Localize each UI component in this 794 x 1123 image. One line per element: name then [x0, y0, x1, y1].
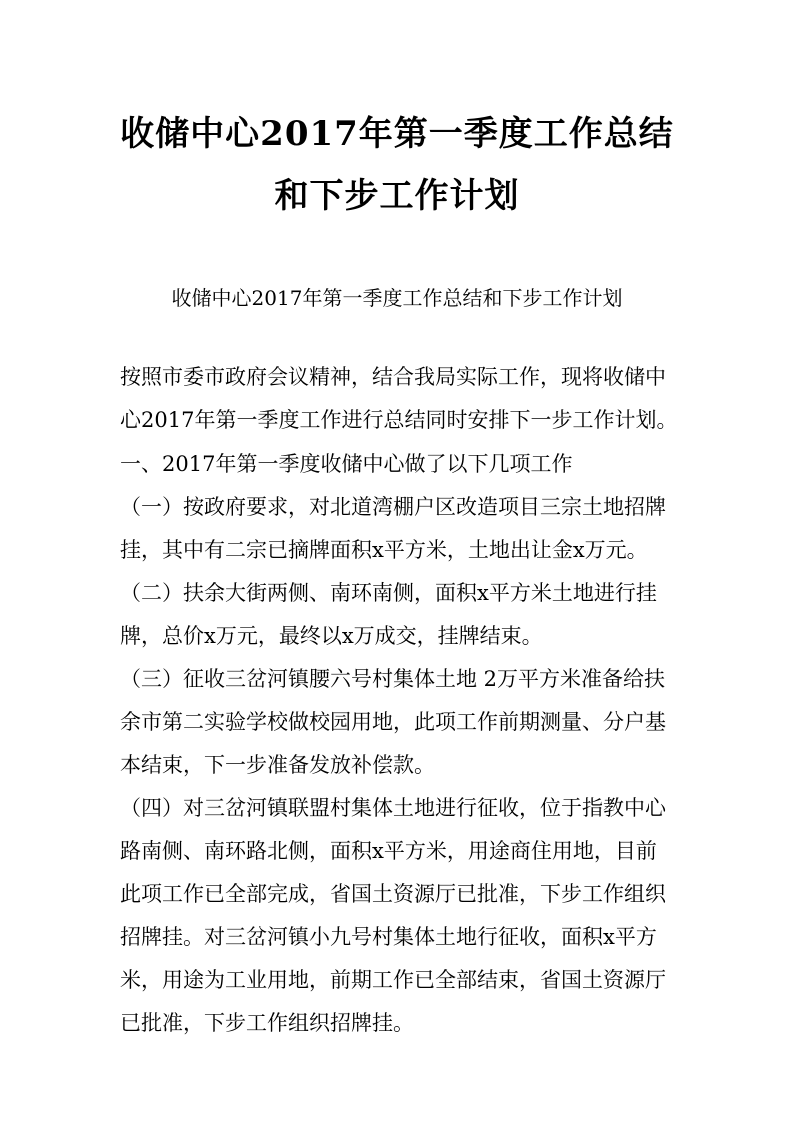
body-line: 此项工作已全部完成，省国土资源厅已批准，下步工作组织: [120, 882, 666, 906]
body-line: 心2017年第一季度工作进行总结同时安排下一步工作计划。: [120, 408, 678, 432]
body-line: 本结束，下一步准备发放补偿款。: [120, 753, 435, 777]
body-line: 挂，其中有二宗已摘牌面积x平方米，土地出让金x万元。: [120, 538, 648, 562]
section-heading: 一、2017年第一季度收储中心做了以下几项工作: [120, 452, 573, 476]
body-line: 招牌挂。对三岔河镇小九号村集体土地行征收，面积x平方: [120, 925, 657, 949]
body-line: （三）征收三岔河镇腰六号村集体土地 2万平方米准备给扶: [120, 667, 666, 691]
body-line: （四）对三岔河镇联盟村集体土地进行征收，位于指教中心: [120, 796, 666, 820]
document-subtitle: 收储中心2017年第一季度工作总结和下步工作计划: [171, 286, 623, 310]
document-title-line-1: 收储中心2017年第一季度工作总结: [120, 114, 674, 154]
body-line: 按照市委市政府会议精神，结合我局实际工作，现将收储中: [120, 365, 666, 389]
body-line: （一）按政府要求，对北道湾棚户区改造项目三宗土地招牌: [120, 495, 666, 519]
document-title-line-2: 和下步工作计划: [274, 176, 520, 216]
body-line: 路南侧、南环路北侧，面积x平方米，用途商住用地，目前: [120, 839, 657, 863]
body-line: 余市第二实验学校做校园用地，此项工作前期测量、分户基: [120, 710, 666, 734]
body-line: 已批准，下步工作组织招牌挂。: [120, 1011, 414, 1035]
body-line: 牌，总价x万元，最终以x万成交，挂牌结束。: [120, 624, 543, 648]
body-line: 米，用途为工业用地，前期工作已全部结束，省国土资源厅: [120, 968, 666, 992]
body-line: （二）扶余大街两侧、南环南侧，面积x平方米土地进行挂: [120, 581, 657, 605]
